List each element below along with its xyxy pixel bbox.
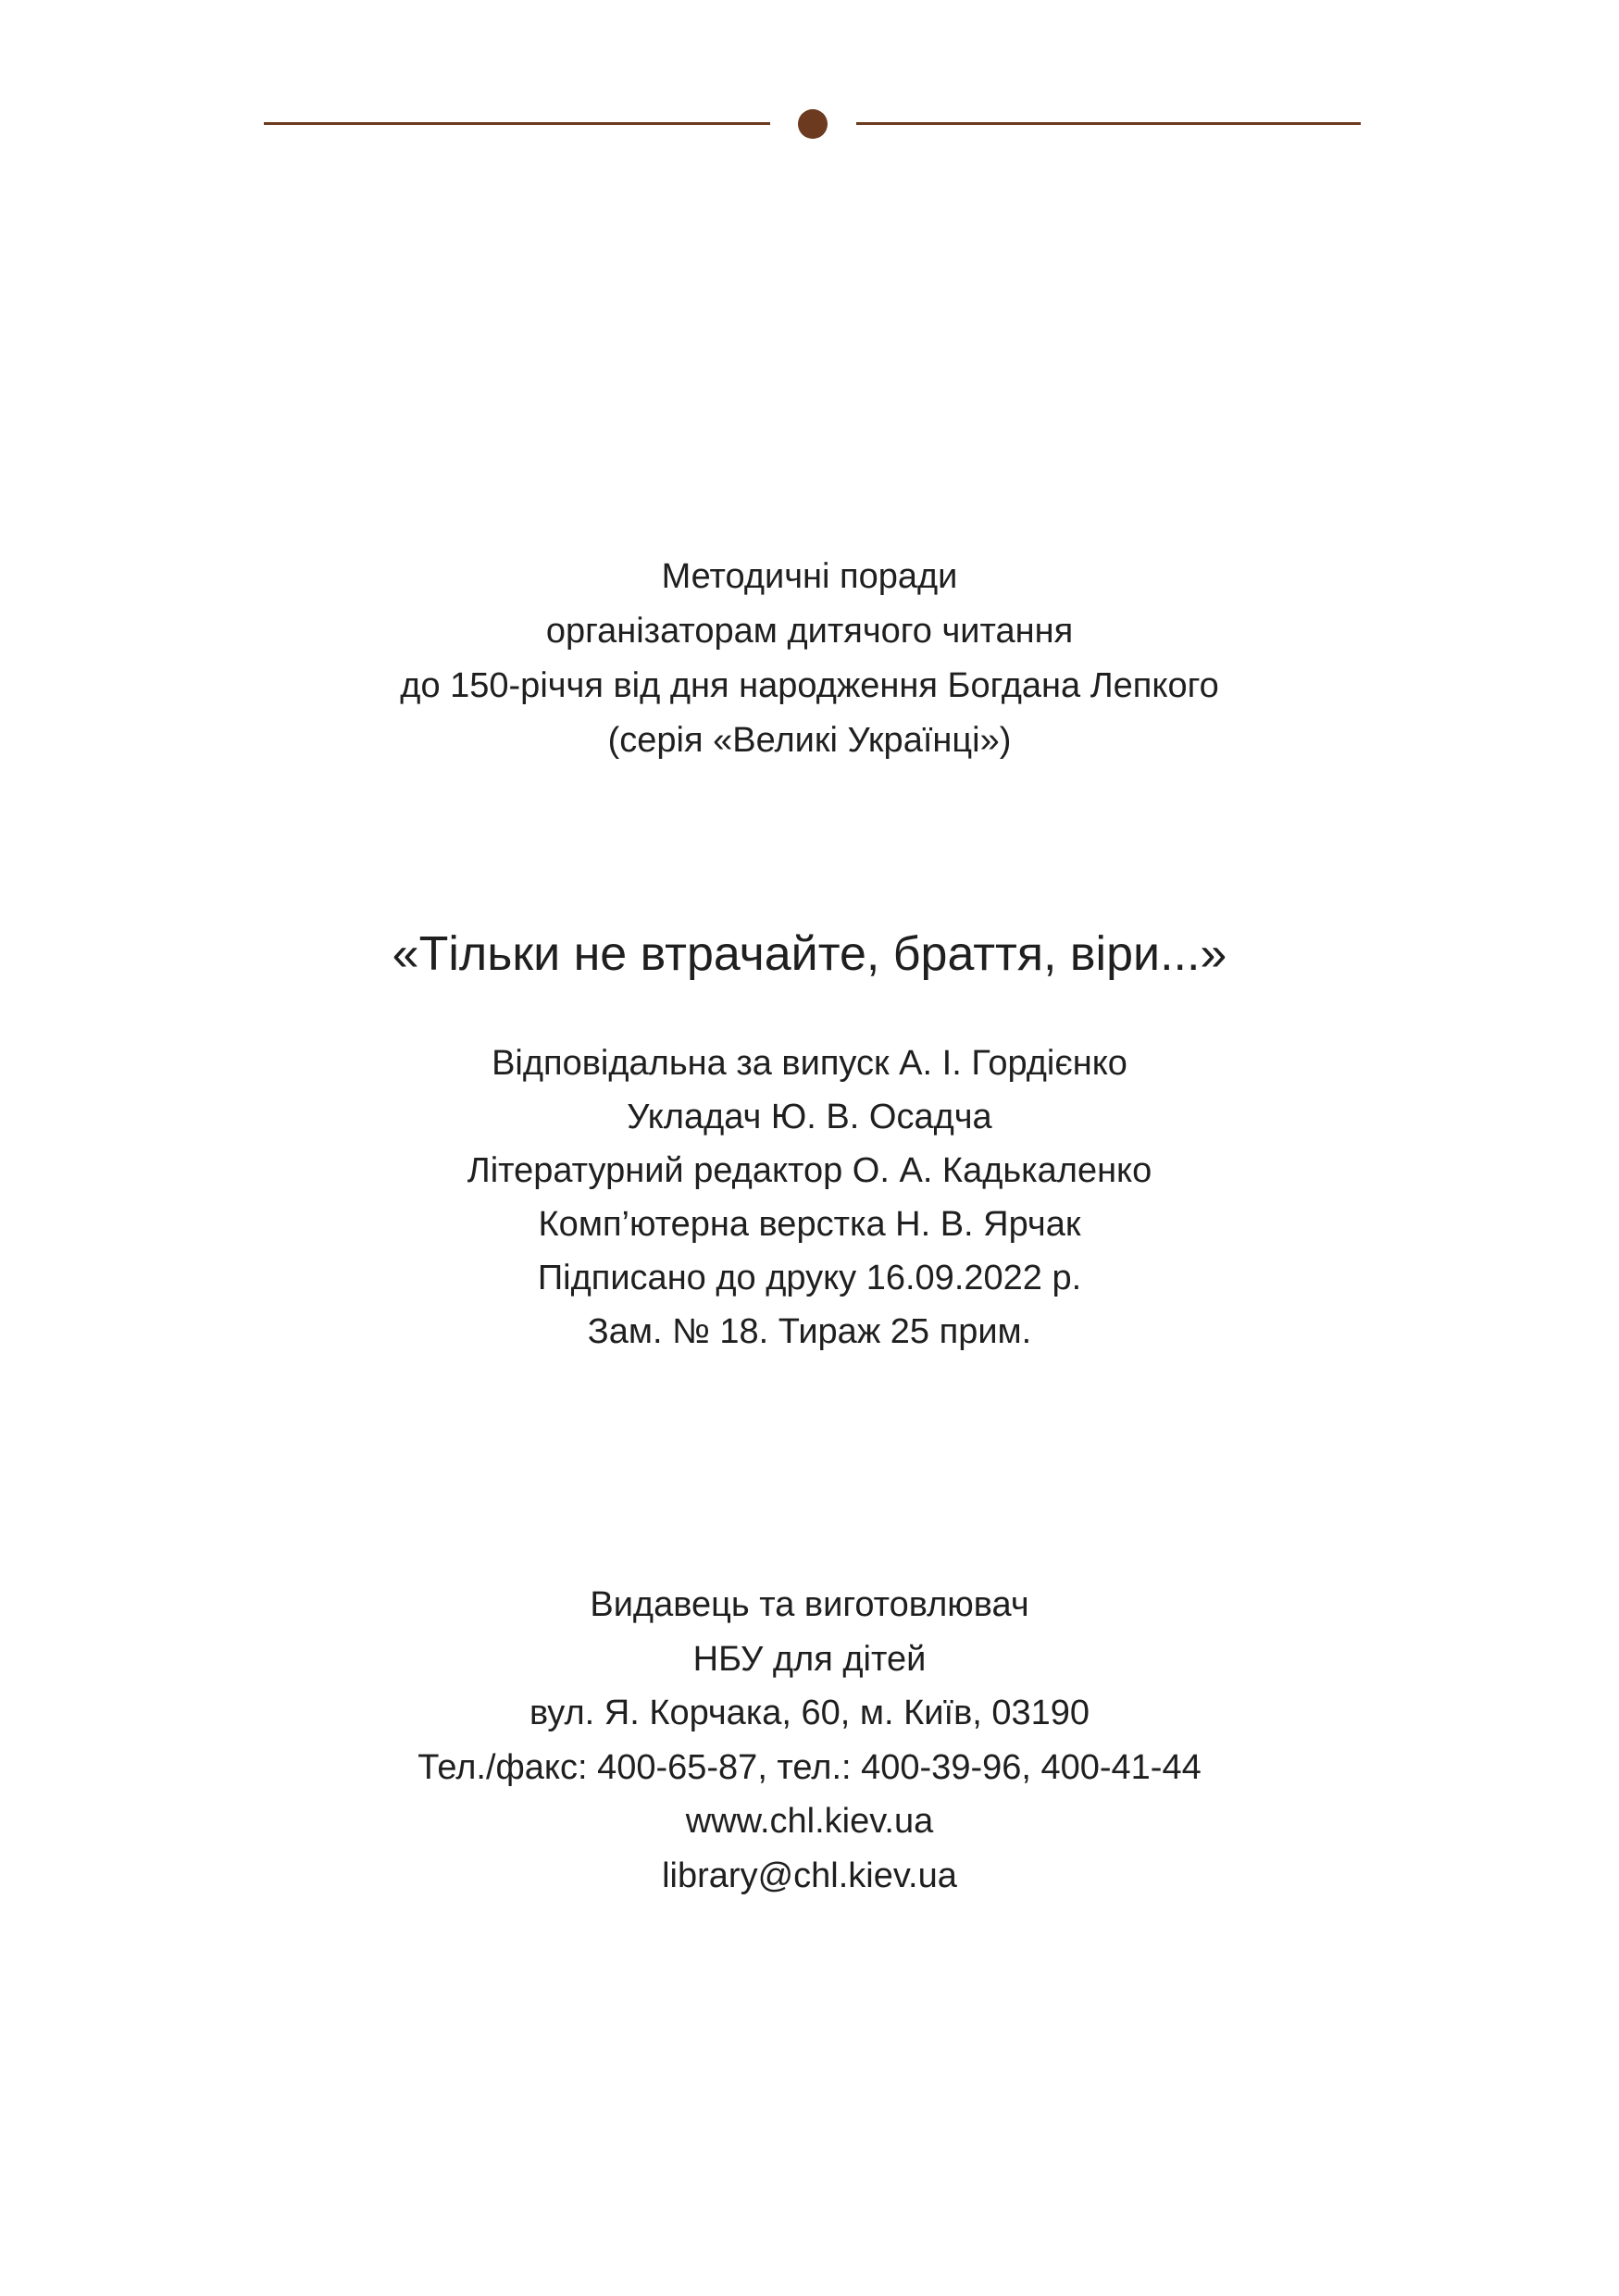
publication-title-block bbox=[0, 925, 1619, 983]
credits-line: Укладач Ю. В. Осадча bbox=[627, 1098, 992, 1136]
ornament-line-left bbox=[264, 122, 770, 125]
header-ornament bbox=[264, 109, 1361, 137]
ornament-dot-icon bbox=[798, 109, 828, 139]
intro-line: до 150-річчя від дня народження Богдана Лепкого bbox=[400, 666, 1219, 705]
credits-line: Підписано до друку 16.09.2022 р. bbox=[537, 1259, 1082, 1297]
credits-line: Літературний редактор О. А. Кадькаленко bbox=[467, 1151, 1152, 1190]
ornament-line-right bbox=[856, 122, 1361, 125]
publisher-block bbox=[0, 1578, 1619, 1903]
publisher-address: вул. Я. Корчака, 60, м. Київ, 03190 bbox=[529, 1694, 1090, 1732]
publisher-line: Видавець та виготовлювач bbox=[590, 1585, 1029, 1624]
credits-line: Комп’ютерна верстка Н. В. Ярчак bbox=[538, 1205, 1081, 1244]
publisher-website-link[interactable]: www.chl.kiev.ua bbox=[685, 1802, 934, 1841]
intro-line: організаторам дитячого читання bbox=[545, 612, 1074, 651]
publisher-phone: Тел./факс: 400-65-87, тел.: 400-39-96, 400-41-44 bbox=[417, 1747, 1202, 1787]
intro-line: Методичні поради bbox=[661, 557, 958, 596]
intro-block bbox=[0, 550, 1619, 768]
credits-line: Зам. № 18. Тираж 25 прим. bbox=[587, 1312, 1032, 1351]
publisher-email-link[interactable]: library@chl.kiev.ua bbox=[662, 1855, 957, 1895]
publisher-line: НБУ для дітей bbox=[692, 1639, 927, 1679]
intro-line: (серія «Великі Українці») bbox=[607, 721, 1012, 760]
credits-line: Відповідальна за випуск А. І. Гордієнко bbox=[492, 1044, 1127, 1083]
credits-block bbox=[0, 1036, 1619, 1359]
publication-title: «Тільки не втрачайте, браття, віри...» bbox=[392, 927, 1227, 981]
